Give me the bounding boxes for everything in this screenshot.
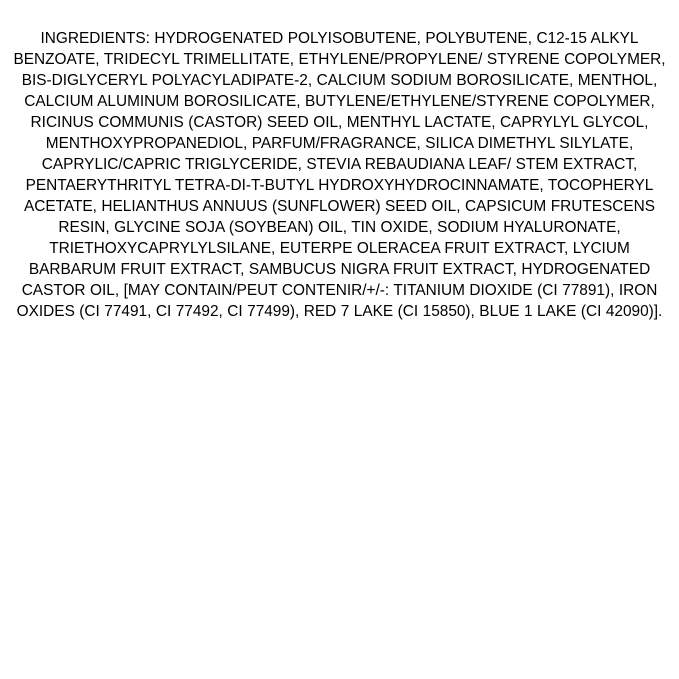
ingredients-list-text: INGREDIENTS: HYDROGENATED POLYISOBUTENE, POLYBUTENE, C12-15 ALKYL BENZOATE, TRIDECYL TRIMELLITATE, ETHYLENE/PROPYLENE/ STYRENE COPOLYMER, BIS-DIGLYCERYL POLYACYLADIPATE-2, CALCIUM SODIUM BOROSILICATE, MENTHOL, CALCIUM ALUMINUM BOROSILICATE, BUTYLENE/ETHYLENE/STYRENE COPOLYMER, RICINUS COMMUNIS (CASTOR) SEED OIL, MENTHYL LACTATE, CAPRYLYL GLYCOL, MENTHOXYPROPANEDIOL, PARFUM/FRAGRANCE, SILICA DIMETHYL SILYLATE, CAPRYLIC/CAPRIC TRIGLYCERIDE, STEVIA REBAUDIANA LEAF/ STEM EXTRACT, PENTAERYTHRITYL TETRA-DI-T-BUTYL HYDROXYHYDROCINNAMATE, TOCOPHERYL ACETATE, HELIANTHUS ANNUUS (SUNFLOWER) SEED OIL, CAPSICUM FRUTESCENS RESIN, GLYCINE SOJA (SOYBEAN) OIL, TIN OXIDE, SODIUM HYALURONATE, TRIETHOXYCAPRYLYLSILANE, EUTERPE OLERACEA FRUIT EXTRACT, LYCIUM BARBARUM FRUIT EXTRACT, SAMBUCUS NIGRA FRUIT EXTRACT, HYDROGENATED CASTOR OIL, [MAY CONTAIN/PEUT CONTENIR/+/-: TITANIUM DIOXIDE (CI 77891), IRON OXIDES (CI 77491, CI 77492, CI 77499), RED 7 LAKE (CI 15850), BLUE 1 LAKE (CI 42090)].	[13, 30, 671, 320]
